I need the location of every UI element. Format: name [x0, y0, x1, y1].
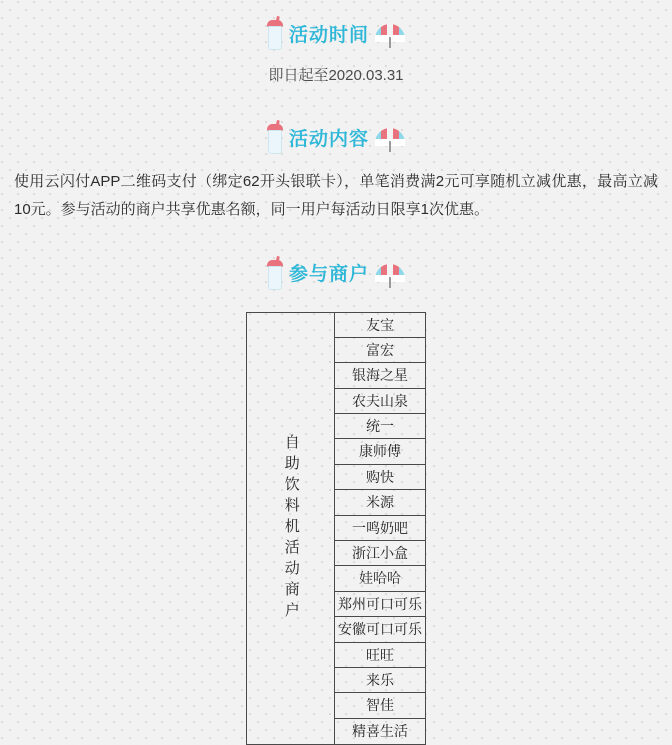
activity-time-detail: 即日起至2020.03.31 [0, 64, 672, 88]
drink-cup-icon [267, 124, 283, 154]
table-row: 购快 [335, 465, 425, 490]
table-row: 来乐 [335, 668, 425, 693]
table-row: 安徽可口可乐 [335, 617, 425, 642]
table-row: 一鸣奶吧 [335, 516, 425, 541]
participating-merchants-heading [0, 260, 672, 290]
table-row: 米源 [335, 490, 425, 515]
table-row: 康师傅 [335, 439, 425, 464]
table-row: 浙江小盒 [335, 541, 425, 566]
drink-cup-icon [267, 20, 283, 50]
activity-content-heading-label: 活动内容 [289, 130, 369, 149]
activity-time-heading-label: 活动时间 [289, 26, 369, 45]
parasol-icon [375, 261, 405, 289]
table-row: 统一 [335, 414, 425, 439]
merchant-table-row-label [247, 313, 335, 745]
section-activity-content [0, 88, 672, 224]
table-row: 富宏 [335, 338, 425, 363]
table-row: 友宝 [335, 313, 425, 338]
activity-time-heading [0, 20, 672, 50]
merchant-table-body [335, 313, 425, 745]
table-row: 银海之星 [335, 363, 425, 388]
section-participating-merchants [0, 224, 672, 745]
section-activity-time [0, 0, 672, 88]
table-row: 精喜生活 [335, 719, 425, 744]
merchant-table-row-label-text: 自助饮料机活动商户 [282, 434, 299, 623]
activity-content-heading [0, 124, 672, 154]
parasol-icon [375, 125, 405, 153]
drink-cup-icon [267, 260, 283, 290]
table-row: 农夫山泉 [335, 389, 425, 414]
table-row: 娃哈哈 [335, 566, 425, 591]
table-row: 智佳 [335, 693, 425, 718]
table-row: 郑州可口可乐 [335, 592, 425, 617]
merchant-table [246, 312, 426, 745]
parasol-icon [375, 21, 405, 49]
table-row: 旺旺 [335, 643, 425, 668]
activity-content-paragraph: 使用云闪付APP二维码支付（绑定62开头银联卡），单笔消费满2元可享随机立减优惠，最高立减10元。参与活动的商户共享优惠名额，同一用户每活动日限享1次优惠。 [0, 168, 672, 224]
participating-merchants-heading-label: 参与商户 [289, 265, 369, 284]
